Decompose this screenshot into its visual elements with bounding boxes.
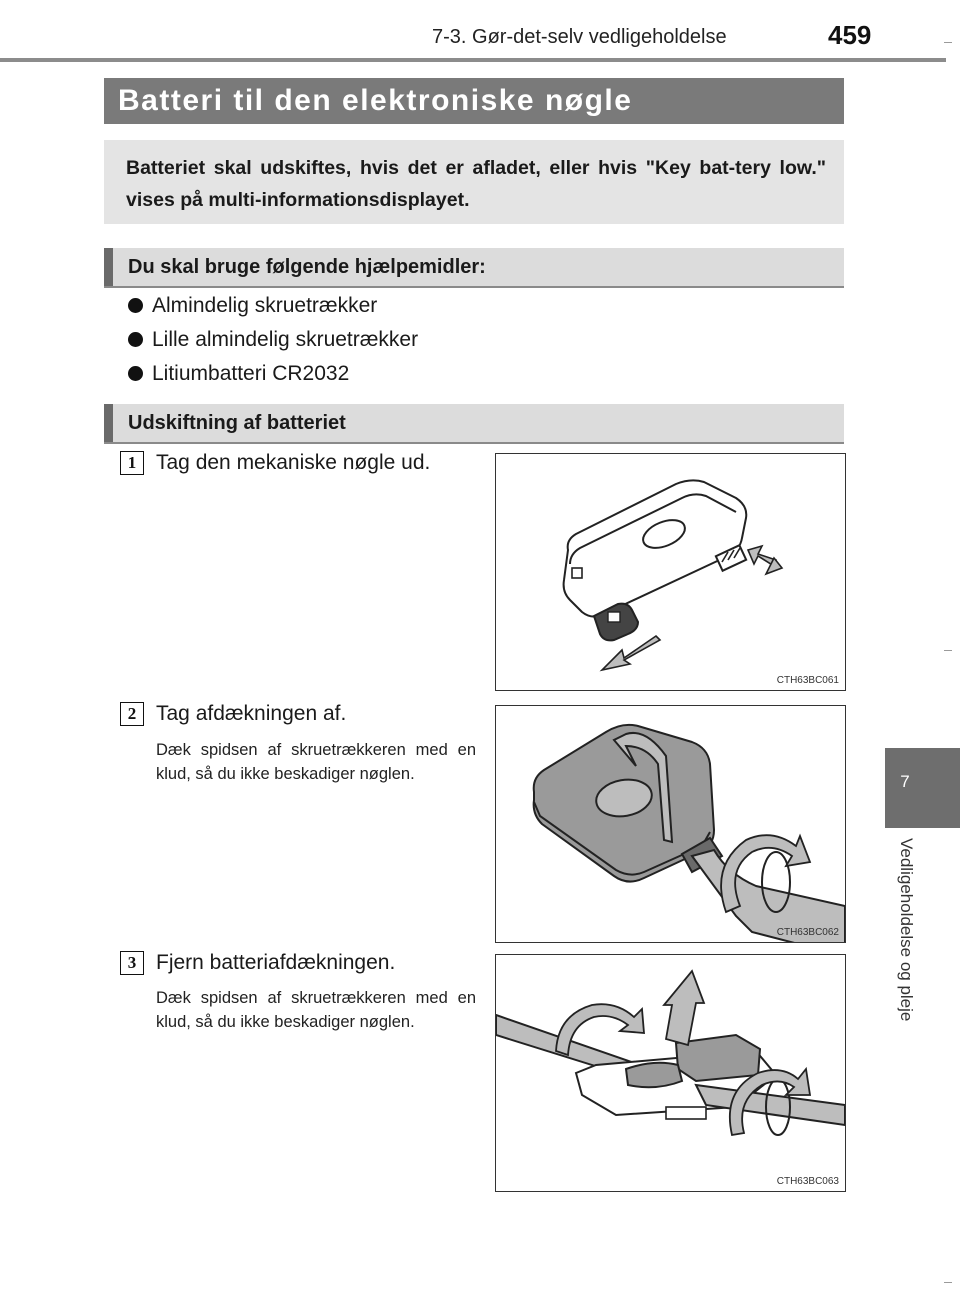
bullet-icon [128,366,143,381]
step-title: Tag afdækningen af. [156,702,347,725]
running-header: 7-3. Gør-det-selv vedligeholdelse [432,26,727,48]
tools-section-heading: Du skal bruge følgende hjælpemidler: [128,256,486,278]
list-item [128,328,418,352]
bullet-icon [128,298,143,313]
step-number: 3 [120,951,144,975]
page-title: Batteri til den elektroniske nøgle [118,84,633,117]
bullet-icon [128,332,143,347]
edge-mark [944,1282,952,1283]
list-item-text: Almindelig skruetrækker [152,294,378,317]
figure-remove-cover [495,705,846,943]
chapter-label: Vedligeholdelse og pleje [897,838,916,1022]
intro-box [104,140,844,224]
page-number: 459 [828,20,872,50]
step-note: Dæk spidsen af skruetrækkeren med en klud, så du ikke beskadiger nøglen. [156,741,476,783]
replace-section-heading: Udskiftning af batteriet [128,412,346,434]
list-item-text: Litiumbatteri CR2032 [152,362,350,385]
step-number: 2 [120,702,144,726]
title-banner [104,78,844,124]
tools-section-heading-bar [104,248,844,288]
key-illustration-1 [496,454,845,690]
figure-remove-mechanical-key [495,453,846,691]
figure-code: CTH63BC061 [776,675,839,686]
step-note: Dæk spidsen af skruetrækkeren med en klud, så du ikke beskadiger nøglen. [156,989,476,1031]
edge-mark [944,42,952,43]
figure-code: CTH63BC063 [776,1176,839,1187]
figure-remove-battery-cover [495,954,846,1192]
list-item-text: Lille almindelig skruetrækker [152,328,419,351]
edge-mark [944,650,952,651]
step-title: Fjern batteriafdækningen. [156,951,396,974]
list-item [128,294,377,318]
step-title: Tag den mekaniske nøgle ud. [156,451,431,474]
list-item [128,362,349,386]
figure-code: CTH63BC062 [776,927,839,938]
header-rule [0,58,946,62]
replace-section-heading-bar [104,404,844,444]
key-illustration-2 [496,706,845,942]
chapter-number: 7 [900,772,910,791]
key-illustration-3 [496,955,845,1191]
intro-text: Batteriet skal udskiftes, hvis det er afladet, eller hvis "Key bat-tery low." vises på multi-informationsdisplayet. [126,157,826,211]
step-number: 1 [120,451,144,475]
